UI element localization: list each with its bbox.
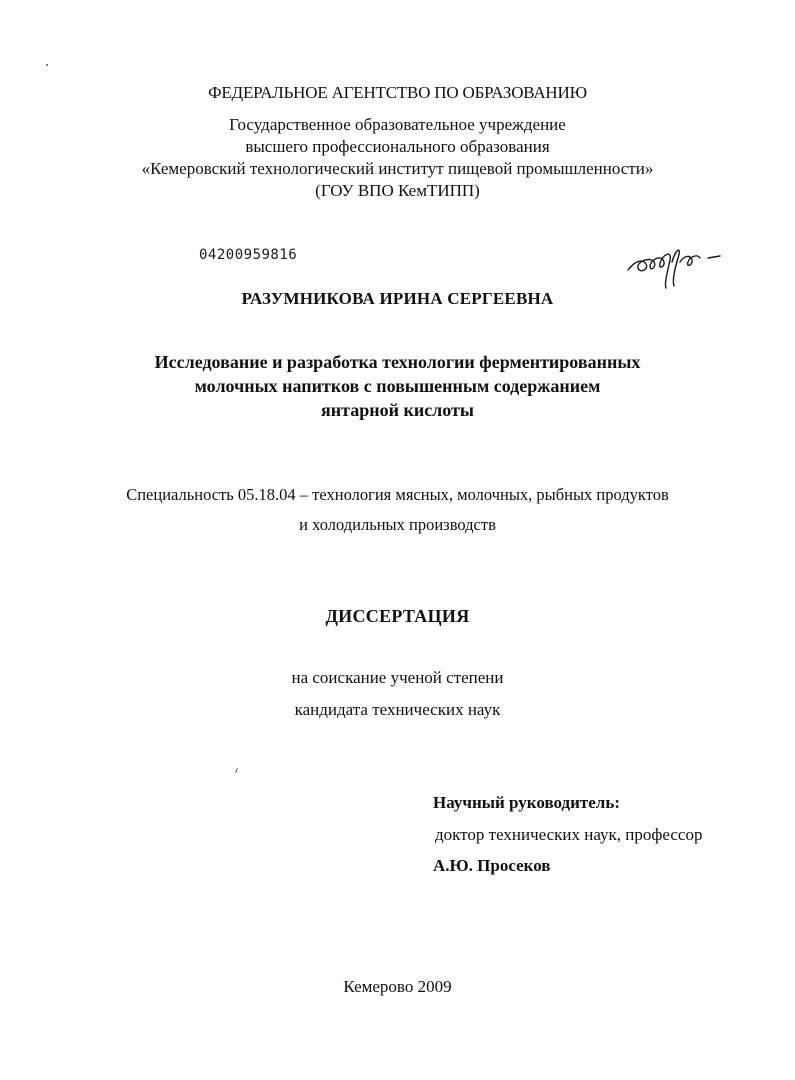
scan-speck [235, 768, 238, 773]
thesis-title-line-2: молочных напитков с повышенным содержанием [194, 376, 601, 396]
supervisor-title: доктор технических наук, профессор [435, 825, 703, 844]
degree-line-2: кандидата технических наук [294, 700, 501, 719]
document-type: ДИССЕРТАЦИЯ [325, 606, 470, 626]
thesis-title-line-3: янтарной кислоты [321, 400, 474, 420]
institution-abbreviation: (ГОУ ВПО КемТИПП) [315, 181, 480, 200]
institution-line-1: Государственное образовательное учреждение [229, 115, 566, 134]
city-year: Кемерово 2009 [343, 977, 452, 996]
supervisor-label: Научный руководитель: [433, 793, 620, 812]
thesis-title-line-1: Исследование и разработка технологии ферментированных [154, 352, 641, 372]
specialty-line-2: и холодильных производств [299, 515, 496, 534]
institution-line-2: высшего профессионального образования [245, 137, 550, 156]
supervisor-name: А.Ю. Просеков [433, 856, 551, 875]
scan-speck [46, 64, 48, 66]
catalog-number: 04200959816 [199, 247, 298, 263]
agency-name: ФЕДЕРАЛЬНОЕ АГЕНТСТВО ПО ОБРАЗОВАНИЮ [208, 83, 587, 102]
institution-line-3: «Кемеровский технологический институт пищевой промышленности» [141, 159, 654, 178]
degree-line-1: на соискание ученой степени [291, 668, 504, 687]
author-name: РАЗУМНИКОВА ИРИНА СЕРГЕЕВНА [241, 289, 554, 308]
specialty-line-1: Специальность 05.18.04 – технология мясных, молочных, рыбных продуктов [126, 485, 669, 504]
handwritten-signature-icon [620, 232, 740, 292]
